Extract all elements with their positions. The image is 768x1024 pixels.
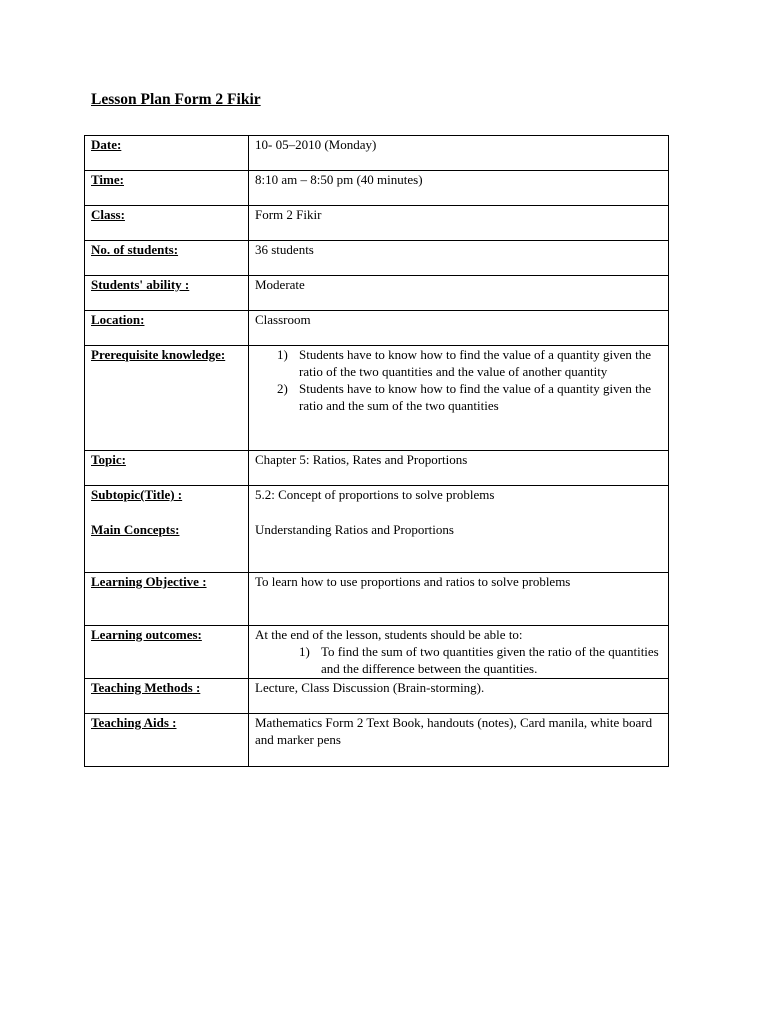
row-students: [85, 241, 669, 276]
date-label-cell: [85, 136, 249, 171]
ability-value: Moderate: [255, 277, 305, 292]
time-value: 8:10 am – 8:50 pm (40 minutes): [255, 172, 423, 187]
row-objective: [85, 573, 669, 626]
main-concepts-value: Understanding Ratios and Proportions: [255, 522, 454, 537]
row-location: [85, 311, 669, 346]
row-methods: [85, 679, 669, 714]
list-item-text: Students have to know how to find the value of a quantity given the ratio and the sum of the two quantities: [299, 381, 652, 413]
class-label: Class:: [91, 207, 125, 222]
location-value: Classroom: [255, 312, 311, 327]
methods-label: Teaching Methods :: [91, 680, 201, 695]
methods-value: Lecture, Class Discussion (Brain-storming).: [255, 680, 485, 695]
row-ability: [85, 276, 669, 311]
ability-label: Students' ability :: [91, 277, 190, 292]
prerequisite-value-cell: [249, 346, 669, 451]
list-item-number: 2): [277, 381, 288, 396]
prerequisite-list: [255, 346, 662, 414]
row-prerequisite: [85, 346, 669, 451]
aids-value: Mathematics Form 2 Text Book, handouts (notes), Card manila, white board and marker pens: [255, 715, 653, 747]
location-label: Location:: [91, 312, 145, 327]
objective-label-cell: [85, 573, 249, 626]
row-outcomes: [85, 626, 669, 679]
outcomes-label: Learning outcomes:: [91, 627, 202, 642]
subtopic-value: 5.2: Concept of proportions to solve problems: [255, 487, 495, 502]
subtopic-value-cell: [249, 486, 669, 573]
objective-value-cell: [249, 573, 669, 626]
prerequisite-label-cell: [85, 346, 249, 451]
location-value-cell: [249, 311, 669, 346]
students-value: 36 students: [255, 242, 314, 257]
list-item: [255, 380, 662, 414]
row-topic: [85, 451, 669, 486]
row-class: [85, 206, 669, 241]
topic-label-cell: [85, 451, 249, 486]
row-aids: [85, 714, 669, 767]
time-label-cell: [85, 171, 249, 206]
prerequisite-label: Prerequisite knowledge:: [91, 347, 226, 362]
outcomes-list: [255, 643, 662, 677]
row-time: [85, 171, 669, 206]
row-subtopic: [85, 486, 669, 573]
ability-value-cell: [249, 276, 669, 311]
date-label: Date:: [91, 137, 122, 152]
page-title: Lesson Plan Form 2 Fikir: [91, 91, 261, 108]
row-date: [85, 136, 669, 171]
list-item-number: 1): [277, 347, 288, 362]
class-value-cell: [249, 206, 669, 241]
list-item-number: 1): [299, 644, 310, 659]
outcomes-intro: At the end of the lesson, students should be able to:: [255, 627, 523, 642]
objective-value: To learn how to use proportions and ratios to solve problems: [255, 574, 571, 589]
topic-value: Chapter 5: Ratios, Rates and Proportions: [255, 452, 468, 467]
topic-value-cell: [249, 451, 669, 486]
class-label-cell: [85, 206, 249, 241]
objective-label: Learning Objective :: [91, 574, 207, 589]
list-item: [255, 643, 662, 677]
date-value-cell: [249, 136, 669, 171]
students-label-cell: [85, 241, 249, 276]
class-value: Form 2 Fikir: [255, 207, 322, 222]
aids-label: Teaching Aids :: [91, 715, 177, 730]
list-item: [255, 346, 662, 380]
main-concepts-label: Main Concepts:: [91, 522, 180, 537]
methods-value-cell: [249, 679, 669, 714]
students-value-cell: [249, 241, 669, 276]
subtopic-label-cell: [85, 486, 249, 573]
aids-value-cell: [249, 714, 669, 767]
list-item-text: To find the sum of two quantities given the ratio of the quantities and the difference between the quantities.: [321, 644, 659, 676]
list-item-text: Students have to know how to find the value of a quantity given the ratio of the two quantities and the value of another quantity: [299, 347, 652, 379]
ability-label-cell: [85, 276, 249, 311]
time-value-cell: [249, 171, 669, 206]
subtopic-label: Subtopic(Title) :: [91, 487, 183, 502]
outcomes-value-cell: [249, 626, 669, 679]
methods-label-cell: [85, 679, 249, 714]
date-value: 10- 05–2010 (Monday): [255, 137, 377, 152]
outcomes-label-cell: [85, 626, 249, 679]
location-label-cell: [85, 311, 249, 346]
time-label: Time:: [91, 172, 124, 187]
students-label: No. of students:: [91, 242, 179, 257]
lesson-plan-table: [84, 135, 669, 767]
aids-label-cell: [85, 714, 249, 767]
topic-label: Topic:: [91, 452, 126, 467]
